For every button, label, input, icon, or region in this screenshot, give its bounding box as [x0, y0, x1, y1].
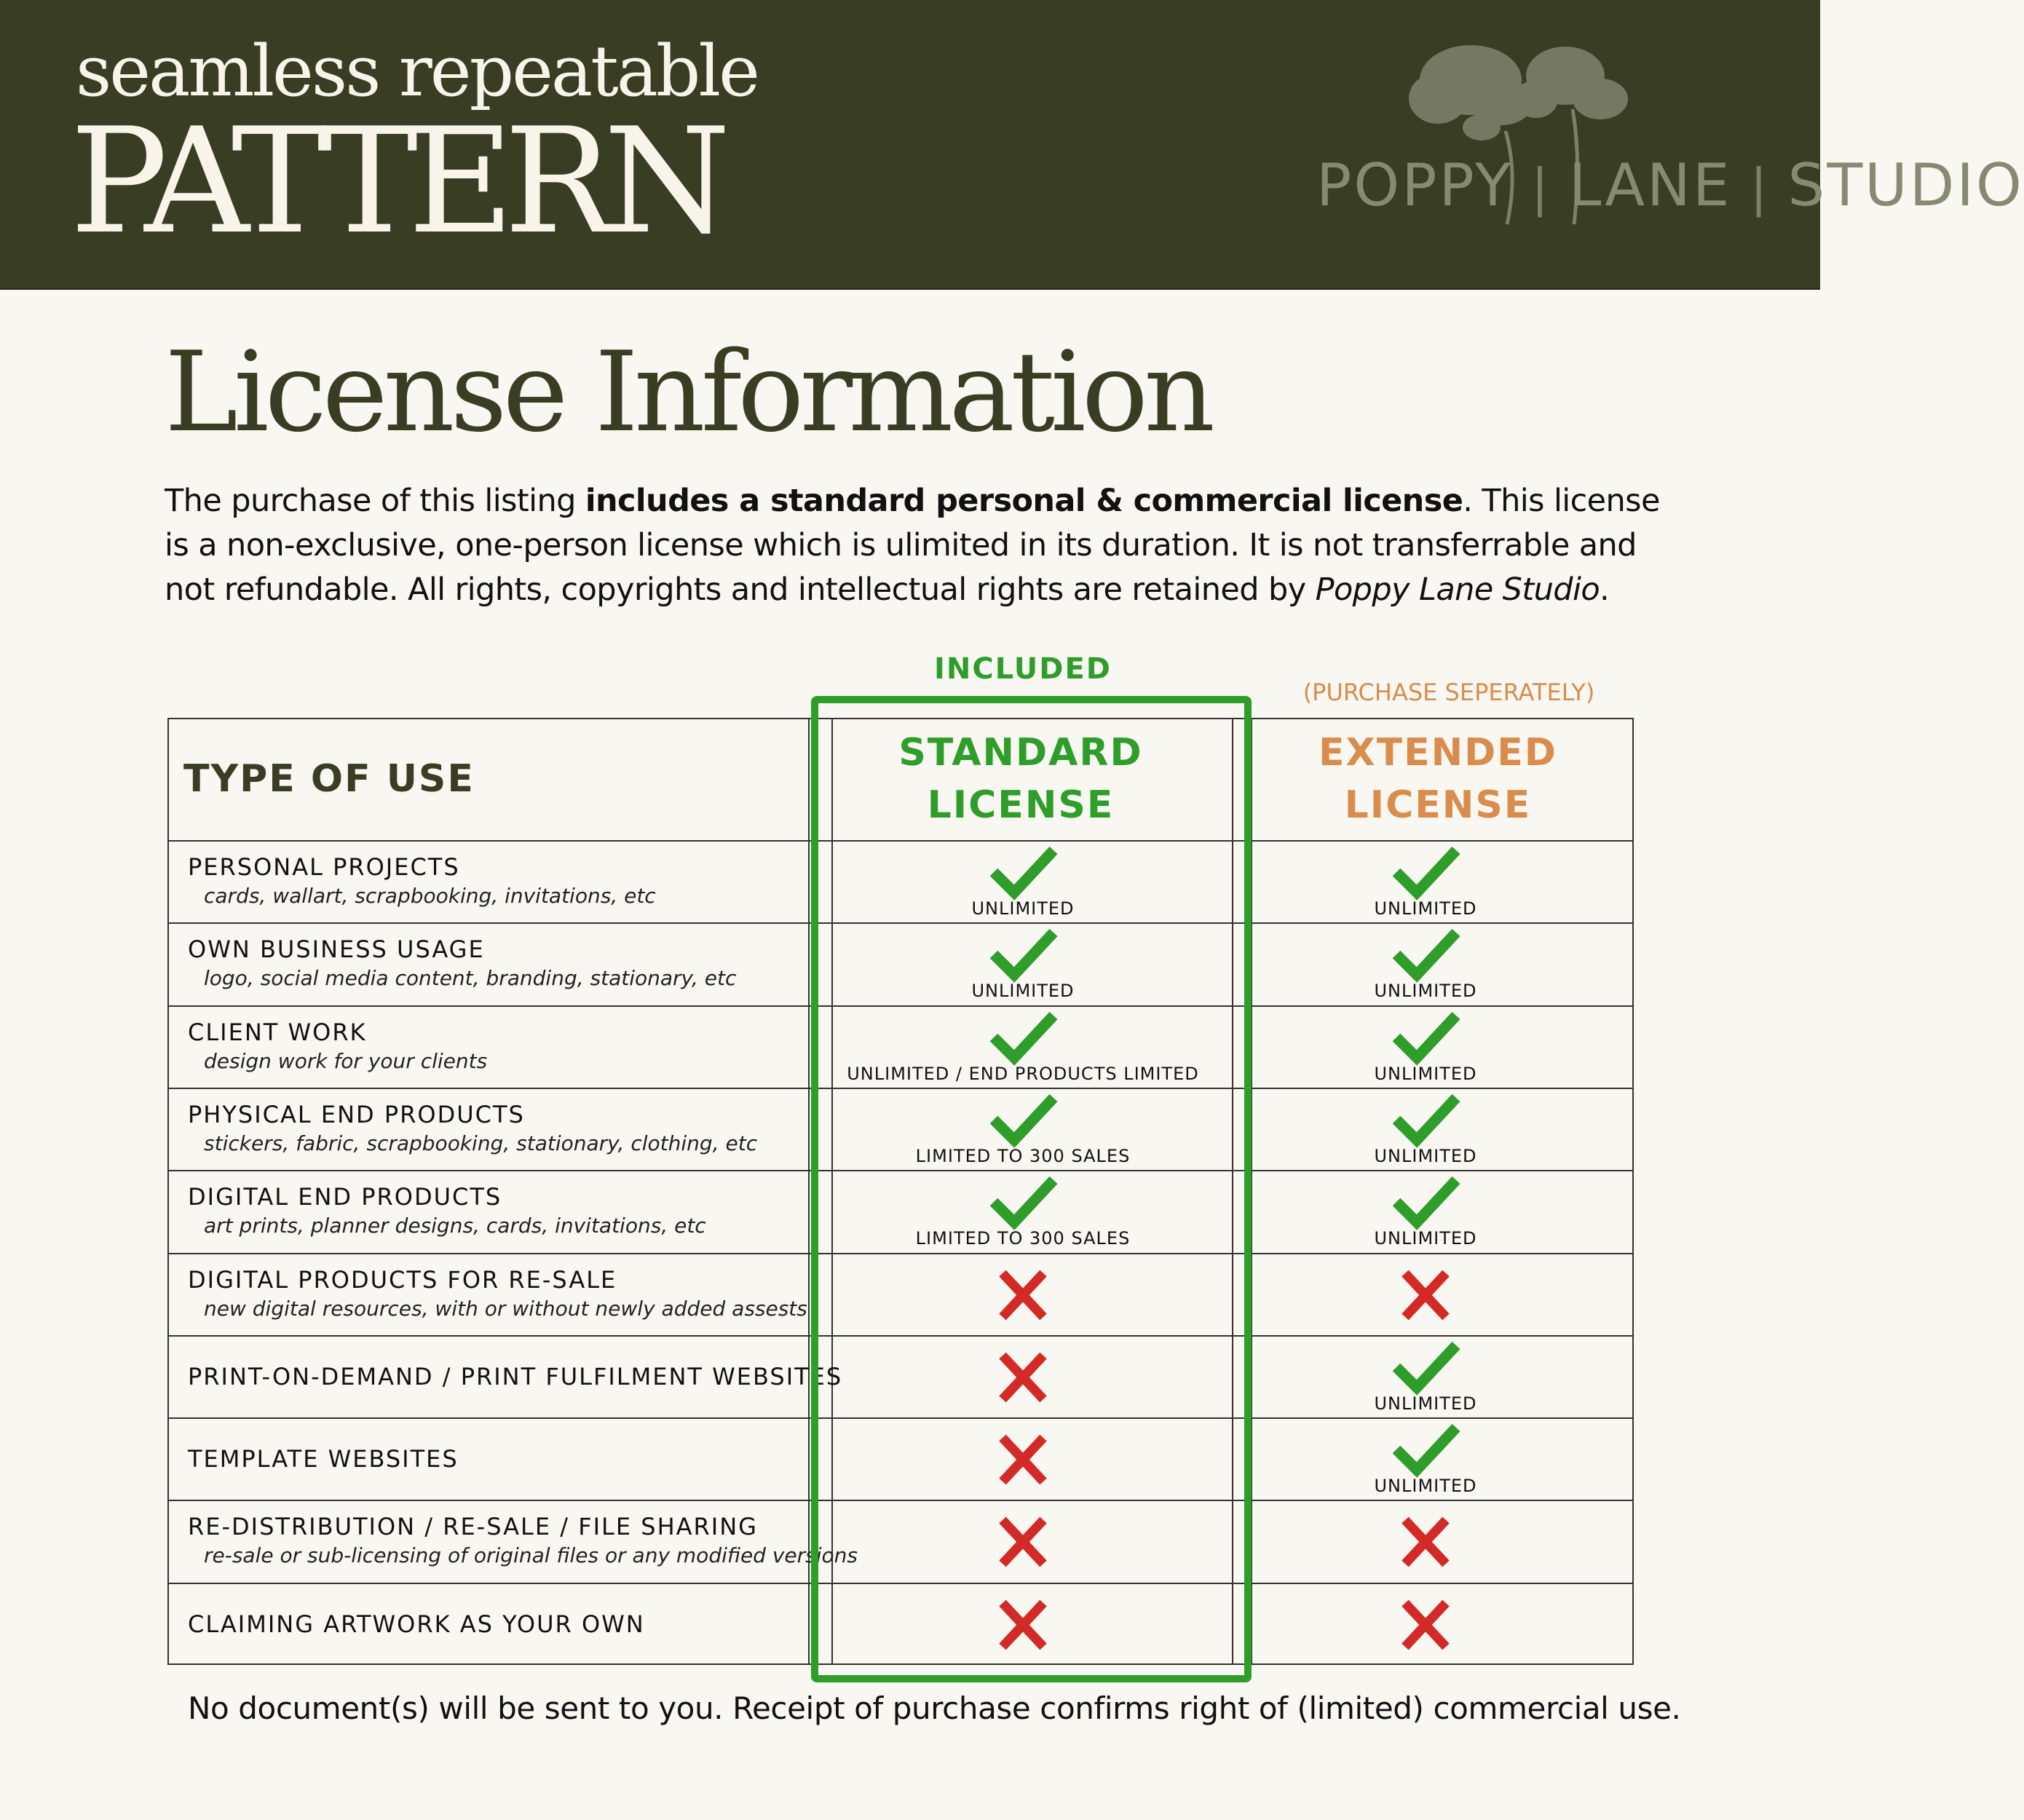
intro-italic: Poppy Lane Studio [1315, 571, 1600, 608]
brand-name: POPPY | LANE | STUDIO [1316, 151, 2024, 219]
check-icon [1391, 1091, 1460, 1149]
use-title: CLIENT WORK [188, 1018, 367, 1046]
extended-license-note: UNLIMITED [1374, 1476, 1477, 1497]
purchase-separately-label: (PURCHASE SEPERATELY) [1302, 678, 1595, 706]
header-banner [0, 0, 2024, 290]
check-icon [1391, 1338, 1460, 1396]
standard-license-note: UNLIMITED [971, 981, 1075, 1002]
cross-icon [1391, 1513, 1460, 1571]
extended-license-note: UNLIMITED [1374, 1145, 1477, 1166]
standard-license-note: UNLIMITED [971, 898, 1075, 919]
check-icon [1391, 1420, 1460, 1479]
standard-license-note: UNLIMITED / END PRODUCTS LIMITED [847, 1063, 1199, 1084]
column-header-extended-license: EXTENDED LICENSE [1319, 731, 1557, 827]
check-icon [1391, 1173, 1460, 1231]
use-title: CLAIMING ARTWORK AS YOUR OWN [188, 1610, 645, 1638]
use-description: design work for your clients [204, 1048, 488, 1073]
use-title: PERSONAL PROJECTS [188, 853, 460, 881]
use-title: OWN BUSINESS USAGE [188, 935, 485, 964]
cross-icon [1391, 1266, 1460, 1324]
use-title: RE-DISTRIBUTION / RE-SALE / FILE SHARING [188, 1513, 758, 1541]
footer-note: No document(s) will be sent to you. Receipt of purchase confirms right of (limited) commercial use. [188, 1690, 1681, 1726]
use-description: new digital resources, with or without newly added assests [204, 1296, 807, 1321]
use-title: DIGITAL END PRODUCTS [188, 1183, 502, 1211]
use-description: cards, wallart, scrapbooking, invitations, etc [204, 884, 656, 908]
check-icon [1391, 1008, 1460, 1067]
intro-paragraph: The purchase of this listing includes a standard personal & commercial license. This license is a non-exclusive, one-person license which is ulimited in its duration. It is not transferrable and not refundable. All rights, copyrights and intellectual rights are retained by Poppy Lane Studio. [165, 483, 1660, 608]
standard-license-note: LIMITED TO 300 SALES [915, 1228, 1131, 1249]
standard-license-note: LIMITED TO 300 SALES [915, 1145, 1131, 1166]
check-icon [1391, 925, 1460, 984]
column-header-standard-license: STANDARD LICENSE [898, 731, 1143, 827]
use-title: PHYSICAL END PRODUCTS [188, 1100, 525, 1128]
use-title: DIGITAL PRODUCTS FOR RE-SALE [188, 1265, 617, 1294]
column-header-type-of-use: TYPE OF USE [183, 757, 475, 801]
intro-bold: includes a standard personal & commercial license [585, 483, 1463, 519]
extended-license-note: UNLIMITED [1374, 1393, 1477, 1414]
use-description: art prints, planner designs, cards, invitations, etc [204, 1214, 706, 1238]
subtitle: seamless repeatable [76, 31, 758, 112]
check-icon [1391, 843, 1460, 901]
use-title: TEMPLATE WEBSITES [188, 1445, 459, 1473]
extended-license-note: UNLIMITED [1374, 898, 1477, 919]
extended-license-note: UNLIMITED [1374, 1063, 1477, 1084]
use-description: re-sale or sub-licensing of original files or any modified versions [204, 1543, 858, 1568]
table-divider [808, 718, 810, 1665]
cross-icon [1391, 1596, 1460, 1654]
use-title: PRINT-ON-DEMAND / PRINT FULFILMENT WEBSITES [188, 1362, 843, 1390]
extended-license-note: UNLIMITED [1374, 1228, 1477, 1249]
included-highlight-frame [811, 696, 1252, 1682]
use-description: logo, social media content, branding, stationary, etc [204, 966, 737, 991]
extended-license-note: UNLIMITED [1374, 981, 1477, 1002]
included-label: INCLUDED [934, 652, 1112, 686]
pattern-title: PATTERN [70, 97, 721, 266]
page-title: License Information [165, 328, 1211, 456]
use-description: stickers, fabric, scrapbooking, stationary, clothing, etc [204, 1131, 758, 1155]
